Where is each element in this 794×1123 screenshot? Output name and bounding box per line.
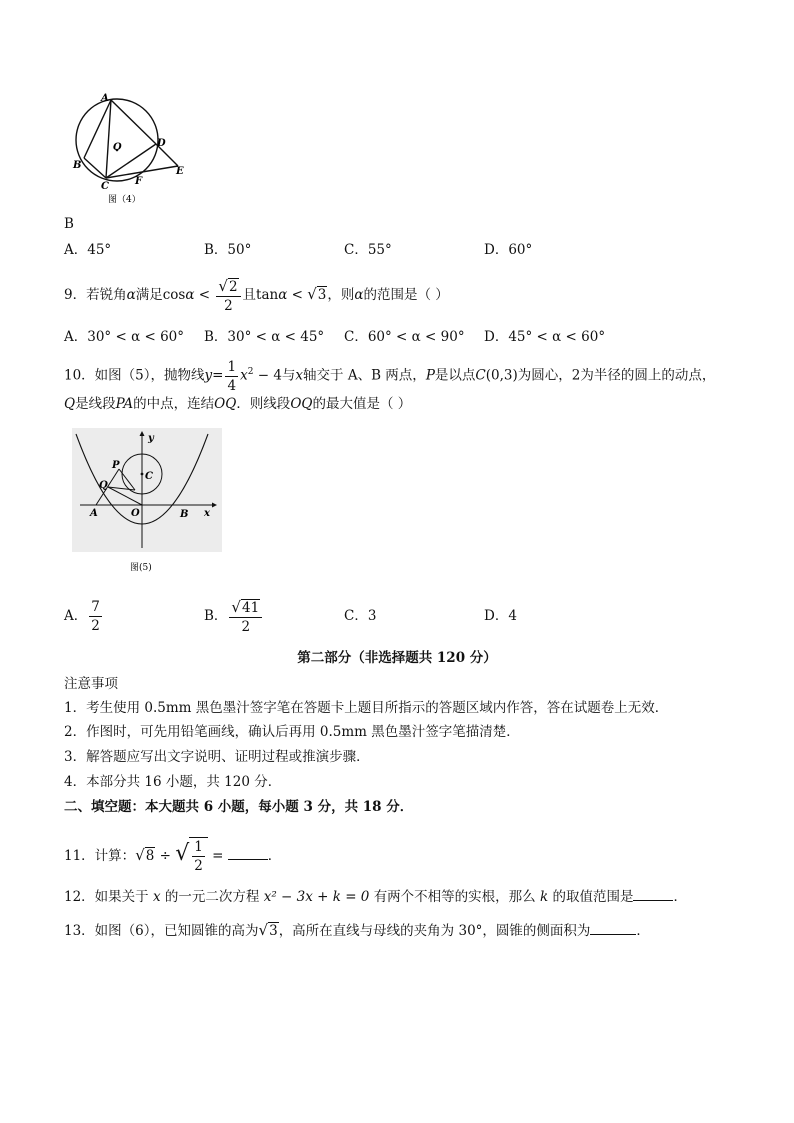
fig4-label-C: C <box>101 181 109 192</box>
q8-option-b: B．50° <box>204 242 252 258</box>
fig5-label-y: y <box>148 433 154 444</box>
q9-option-c: C．60° < α < 90° <box>344 329 465 345</box>
q8-option-c: C．55° <box>344 242 392 258</box>
figure-5 <box>72 428 222 576</box>
q13-stem: 13．如图（6），已知圆锥的高为√3，高所在直线与母线的夹角为 30°，圆锥的侧面积为 ． <box>64 921 650 939</box>
part2-title: 第二部分（非选择题共 120 分） <box>297 650 497 666</box>
q10-option-b: B． $\frac{√41}{2}$ <box>204 596 264 636</box>
q11-stem: 11．计算：√8 ÷ √ $\frac{1}{2}$ = ． <box>64 839 282 874</box>
q9-option-b: B．30° < α < 45° <box>204 329 325 345</box>
q9-option-d: D．45° < α < 60° <box>484 329 606 345</box>
q9-options <box>64 326 744 350</box>
q8-options <box>64 239 744 263</box>
fig4-label-F: F <box>135 176 143 187</box>
fig4-circle <box>76 99 158 181</box>
fig4-label-D: D <box>157 138 166 149</box>
fig4-label-B: B <box>73 160 82 171</box>
notice-heading: 注意事项 <box>64 676 118 692</box>
q10-option-d: D．4 <box>484 608 517 624</box>
fig4-caption: 图（4） <box>108 195 141 205</box>
notice-item-1: 1．考生使用 0.5mm 黑色墨汁签字笔在答题卡上题目所指示的答题区域内作答，答在试题卷上无效． <box>64 700 669 716</box>
q12-stem: 12．如果关于 x 的一元二次方程 x² − 3x + k = 0 有两个不相等的实根，那么 k 的取值范围是 ． <box>64 886 687 907</box>
fig5-label-A: A <box>90 508 98 519</box>
q10-option-c: C．3 <box>344 608 377 624</box>
fig5-label-x: x <box>204 508 210 519</box>
q8-option-d: D．60° <box>484 242 533 258</box>
q10-stem-line2: Q是线段PA的中点，连结OQ．则线段OQ的最大值是（ ） <box>64 396 412 412</box>
fig5-label-B: B <box>180 509 189 520</box>
q9-fraction: $\frac{√2}{2}$ <box>216 277 240 315</box>
q9-stem: 9．若锐角α满足cosα < $\frac{√2}{2}$ 且tanα < √3，则α的范围是（ ） <box>64 276 449 314</box>
fig4-label-A: A <box>101 93 109 104</box>
notice-item-3: 3．解答题应写出文字说明、证明过程或推演步骤． <box>64 749 370 765</box>
section-fill-in-blank: 二、填空题：本大题共 6 小题，每小题 3 分，共 18 分． <box>64 799 414 815</box>
q9-option-a: A．30° < α < 60° <box>64 329 185 345</box>
notice-item-4: 4．本部分共 16 小题，共 120 分． <box>64 774 282 790</box>
fig5-caption: 图(5) <box>130 563 152 573</box>
fig4-label-O: O <box>113 142 122 153</box>
q8-answer-mark: B <box>64 216 74 232</box>
figure-4 <box>64 88 204 210</box>
fig5-label-O: O <box>131 508 140 519</box>
q10-options <box>64 596 744 640</box>
q10-stem-line1: 10．如图（5），抛物线y= $\frac{1}{4}$ $x^2 - 4$与x轴交于 A、B 两点，P是以点C(0,3)为圆心，2为半径的圆上的动点， <box>64 358 716 394</box>
fig5-label-Q: Q <box>99 480 108 491</box>
fig5-label-C: C <box>145 471 153 482</box>
notice-item-2: 2．作图时，可先用铅笔画线，确认后再用 0.5mm 黑色墨汁签字笔描清楚． <box>64 724 520 740</box>
fig5-label-P: P <box>112 460 120 471</box>
q10-option-a: A． $\frac{7}{2}$ <box>64 599 100 634</box>
q8-option-a: A．45° <box>64 242 112 258</box>
fig4-label-E: E <box>176 166 184 177</box>
